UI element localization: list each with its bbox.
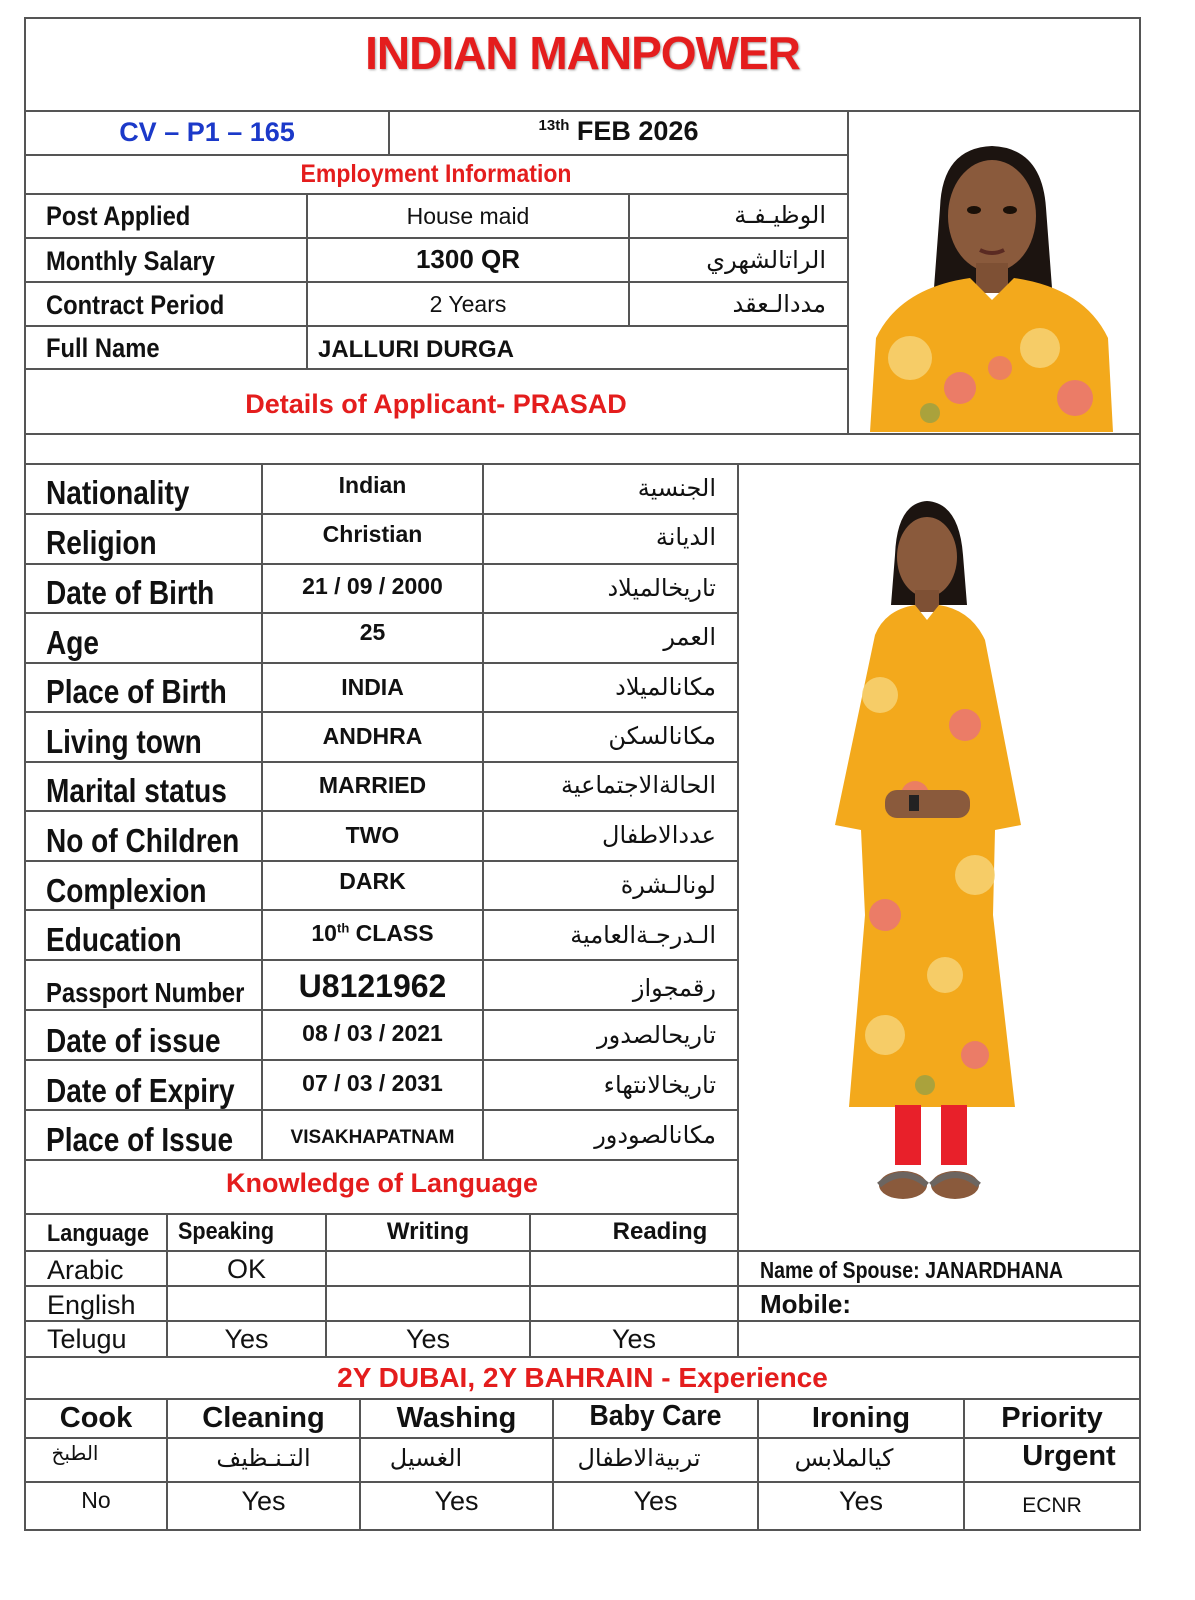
- complexion-arabic: لونالـشرة: [620, 871, 716, 899]
- cv-date: [390, 116, 847, 147]
- passport-number-label: Passport Number: [46, 977, 245, 1008]
- skill-baby-care: Baby Care: [589, 1400, 722, 1432]
- living-town-value: ANDHRA: [322, 723, 423, 749]
- full-name-label: Full Name: [46, 333, 160, 363]
- place-of-issue-value: VISAKHAPATNAM: [290, 1127, 455, 1148]
- speaking-header: Speaking: [178, 1218, 275, 1245]
- post-applied-label: Post Applied: [46, 201, 191, 231]
- place-of-issue-arabic: مكانالصودور: [594, 1121, 716, 1149]
- skill-washing: Washing: [396, 1402, 517, 1434]
- details-title: Details of Applicant- PRASAD: [245, 389, 627, 419]
- full-name-value: JALLURI DURGA: [318, 336, 514, 363]
- place-of-issue-label: Place of Issue: [46, 1121, 234, 1158]
- dob-label: Date of Birth: [46, 574, 215, 611]
- post-applied-arabic: الوظيـفـة: [734, 201, 826, 229]
- education-label: Education: [46, 921, 182, 958]
- complexion-value: DARK: [339, 868, 406, 894]
- place-of-birth-label: Place of Birth: [46, 673, 227, 710]
- marital-status-arabic: الحالةالاجتماعية: [560, 771, 716, 799]
- date-of-expiry-arabic: تاريخالانتهاء: [603, 1071, 716, 1099]
- portrait-photo: [870, 138, 1113, 432]
- religion-label: Religion: [46, 524, 157, 561]
- monthly-salary-arabic: الراتالشهري: [706, 246, 826, 274]
- date-of-issue-label: Date of issue: [46, 1022, 221, 1059]
- date-of-issue-value: 08 / 03 / 2021: [302, 1020, 443, 1046]
- contract-period-label: Contract Period: [46, 290, 225, 320]
- nationality-arabic: الجنسية: [637, 474, 716, 502]
- skill-cook-value: No: [81, 1487, 111, 1513]
- date-of-expiry-value: 07 / 03 / 2031: [302, 1070, 443, 1096]
- contract-period-arabic: مددالـعقد: [732, 290, 826, 318]
- children-arabic: عددالاطفال: [602, 821, 716, 849]
- date-of-issue-arabic: تاريحالصدور: [597, 1021, 716, 1049]
- marital-status-value: MARRIED: [318, 772, 427, 798]
- children-label: No of Children: [46, 822, 240, 859]
- monthly-salary-label: Monthly Salary: [46, 246, 216, 276]
- spouse-name: Name of Spouse: JANARDHANA: [760, 1257, 1064, 1283]
- passport-number-value: U8121962: [298, 968, 447, 1004]
- children-value: TWO: [345, 822, 400, 848]
- living-town-label: Living town: [46, 723, 202, 760]
- skill-cook-arabic: الطبخ: [51, 1441, 99, 1465]
- employment-title: Employment Information: [300, 160, 572, 188]
- mobile-label: Mobile:: [760, 1289, 851, 1319]
- language-header: Language: [47, 1220, 150, 1247]
- skill-washing-value: Yes: [434, 1486, 479, 1516]
- telugu-writing: Yes: [405, 1324, 451, 1354]
- language-title: Knowledge of Language: [225, 1168, 538, 1198]
- skill-cleaning: Cleaning: [202, 1402, 325, 1434]
- nationality-value: Indian: [338, 472, 407, 498]
- age-value: 25: [359, 619, 386, 645]
- full-body-illustration: [825, 495, 1025, 1220]
- writing-header: Writing: [386, 1218, 470, 1245]
- page-title: INDIAN MANPOWER: [365, 27, 800, 79]
- cv-number: CV – P1 – 165: [119, 117, 295, 147]
- skill-cook: Cook: [59, 1402, 133, 1434]
- reading-header: Reading: [612, 1218, 708, 1245]
- portrait-illustration: [870, 138, 1113, 432]
- education-value-number: 10: [311, 920, 337, 946]
- ecnr-status: ECNR: [1022, 1494, 1082, 1517]
- language-english: English: [47, 1290, 136, 1320]
- full-body-photo: [825, 495, 1025, 1220]
- passport-number-arabic: رقمجواز: [632, 974, 716, 1002]
- arabic-speaking: OK: [226, 1254, 266, 1284]
- telugu-speaking: Yes: [224, 1324, 269, 1354]
- monthly-salary-value: 1300 QR: [415, 244, 521, 274]
- priority-value: Urgent: [1022, 1440, 1116, 1472]
- marital-status-label: Marital status: [46, 772, 227, 809]
- complexion-label: Complexion: [46, 872, 207, 909]
- skill-ironing-arabic: كيالملابس: [794, 1444, 894, 1472]
- language-arabic: Arabic: [47, 1255, 124, 1285]
- place-of-birth-value: INDIA: [341, 674, 404, 700]
- skill-cleaning-arabic: التـنـظيف: [216, 1444, 311, 1472]
- cv-date-text: FEB 2026: [576, 116, 699, 146]
- skill-cleaning-value: Yes: [241, 1486, 286, 1516]
- skill-washing-arabic: الغسيل: [389, 1444, 463, 1472]
- experience-title: 2Y DUBAI, 2Y BAHRAIN - Experience: [337, 1362, 828, 1393]
- cv-date-suffix: 13th: [538, 117, 570, 134]
- post-applied-value: House maid: [406, 203, 530, 229]
- age-label: Age: [46, 624, 99, 661]
- contract-period-value: 2 Years: [429, 291, 507, 317]
- skill-baby-care-value: Yes: [633, 1486, 678, 1516]
- place-of-birth-arabic: مكانالميلاد: [615, 673, 716, 701]
- age-arabic: العمر: [663, 623, 716, 651]
- dob-value: 21 / 09 / 2000: [302, 573, 443, 599]
- education-arabic: الـدرجـةالعامية: [570, 921, 716, 949]
- skill-baby-care-arabic: تربيةالاطفال: [577, 1444, 701, 1472]
- education-value-class: CLASS: [349, 920, 434, 946]
- priority-label: Priority: [1001, 1402, 1103, 1434]
- education-value-suffix: th: [336, 920, 350, 936]
- skill-ironing-value: Yes: [838, 1486, 884, 1516]
- dob-arabic: تاريخالميلاد: [607, 574, 716, 602]
- language-telugu: Telugu: [47, 1324, 127, 1354]
- education-value: [263, 920, 482, 947]
- religion-value: Christian: [322, 521, 423, 547]
- skill-ironing: Ironing: [811, 1402, 911, 1434]
- date-of-expiry-label: Date of Expiry: [46, 1072, 235, 1109]
- religion-arabic: الديانة: [655, 523, 716, 551]
- nationality-label: Nationality: [46, 474, 190, 511]
- living-town-arabic: مكانالسكن: [608, 722, 716, 750]
- telugu-reading: Yes: [611, 1324, 657, 1354]
